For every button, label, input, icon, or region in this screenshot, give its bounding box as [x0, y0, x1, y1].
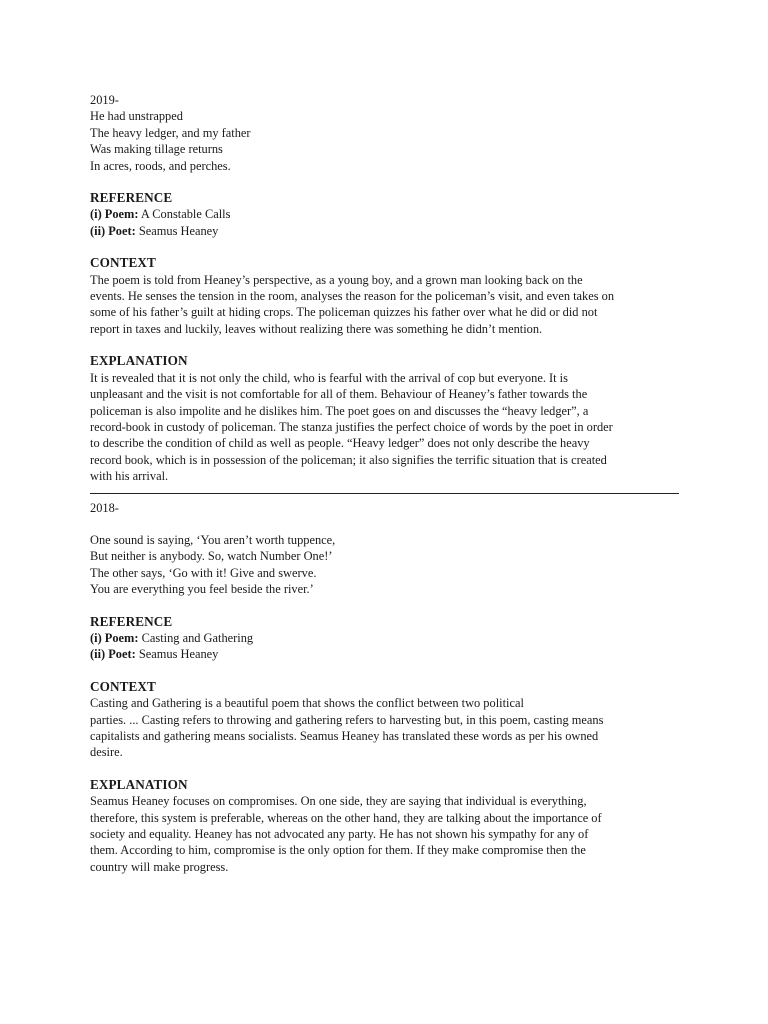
explanation-line: to describe the condition of child as well as people. “Heavy ledger” does not only describe the heavy — [90, 436, 590, 451]
explanation-line: Seamus Heaney focuses on compromises. On one side, they are saying that individual is everything, — [90, 794, 587, 809]
entry-year: 2018- — [90, 500, 119, 515]
explanation-line: It is revealed that it is not only the child, who is fearful with the arrival of cop but everyone. It is — [90, 370, 568, 385]
context-line: The poem is told from Heaney’s perspective, as a young boy, and a grown man looking back on the — [90, 272, 583, 287]
context-line: report in taxes and luckily, leaves without realizing there was something he didn’t mention. — [90, 321, 543, 336]
section-divider — [90, 493, 679, 494]
poem-title: A Constable Calls — [138, 207, 231, 222]
quote-line: In acres, roods, and perches. — [90, 158, 231, 173]
context-line: some of his father’s guilt at hiding crops. The policeman quizzes his father over what he did or did not — [90, 305, 598, 320]
quote-line: The heavy ledger, and my father — [90, 125, 251, 140]
poet-name: Seamus Heaney — [135, 647, 219, 662]
explanation-paragraph — [90, 370, 678, 485]
explanation-paragraph — [90, 793, 678, 875]
reference-heading: REFERENCE — [90, 190, 173, 206]
context-line: desire. — [90, 745, 123, 760]
context-line: capitalists and gathering means socialists. Seamus Heaney has translated these words as per his owned — [90, 729, 599, 743]
quote-line: You are everything you feel beside the river.’ — [90, 582, 314, 597]
poet-reference — [90, 646, 678, 662]
quote-line: He had unstrapped — [90, 109, 183, 124]
explanation-line: society and equality. Heaney has not advocated any party. He has not shown his sympathy for any of — [90, 827, 589, 842]
poet-label: (ii) Poet: — [90, 223, 136, 238]
context-heading: CONTEXT — [90, 255, 156, 271]
entry-2019 — [90, 92, 678, 485]
context-paragraph — [90, 272, 678, 338]
reference-heading: REFERENCE — [90, 613, 173, 629]
poem-label: (i) Poem: — [90, 630, 139, 645]
explanation-line: country will make progress. — [90, 859, 229, 874]
explanation-line: therefore, this system is preferable, whereas on the other hand, they are talking about the importance of — [90, 810, 602, 825]
context-heading: CONTEXT — [90, 678, 156, 694]
explanation-line: record book, which is in possession of the policeman; it also signifies the terrific situation that is created — [90, 452, 607, 467]
context-line: events. He senses the tension in the room, analyses the reason for the policeman’s visit, and even takes on — [90, 289, 615, 304]
poet-reference — [90, 223, 678, 239]
context-line: Casting and Gathering is a beautiful poem that shows the conflict between two political — [90, 696, 524, 711]
explanation-line: with his arrival. — [90, 469, 169, 484]
entry-year: 2019- — [90, 93, 119, 107]
poem-title: Casting and Gathering — [138, 630, 254, 645]
poem-quote — [90, 108, 678, 174]
poem-reference — [90, 206, 678, 222]
quote-line: The other says, ‘Go with it! Give and swerve. — [90, 565, 317, 580]
explanation-line: record-book in custody of policeman. The stanza justifies the perfect choice of words by the poet in order — [90, 419, 613, 434]
explanation-line: unpleasant and the visit is not comfortable for all of them. Behaviour of Heaney’s father towards the — [90, 387, 588, 402]
explanation-line: them. According to him, compromise is the only option for them. If they make compromise then the — [90, 843, 586, 858]
context-line: parties. ... Casting refers to throwing and gathering refers to harvesting but, in this poem, casting means — [90, 712, 604, 727]
explanation-line: policeman is also impolite and he dislikes him. The poet goes on and discusses the “heavy ledger”, a — [90, 403, 589, 418]
entry-2018 — [90, 500, 678, 876]
poem-reference — [90, 630, 678, 646]
poem-quote — [90, 532, 678, 598]
context-paragraph — [90, 695, 678, 761]
explanation-heading: EXPLANATION — [90, 776, 188, 792]
poet-label: (ii) Poet: — [90, 647, 136, 662]
quote-line: One sound is saying, ‘You aren’t worth tuppence, — [90, 532, 336, 547]
quote-line: Was making tillage returns — [90, 142, 223, 157]
explanation-heading: EXPLANATION — [90, 353, 188, 369]
poem-label: (i) Poem: — [90, 207, 139, 222]
quote-line: But neither is anybody. So, watch Number One!’ — [90, 549, 333, 564]
poet-name: Seamus Heaney — [135, 223, 219, 238]
